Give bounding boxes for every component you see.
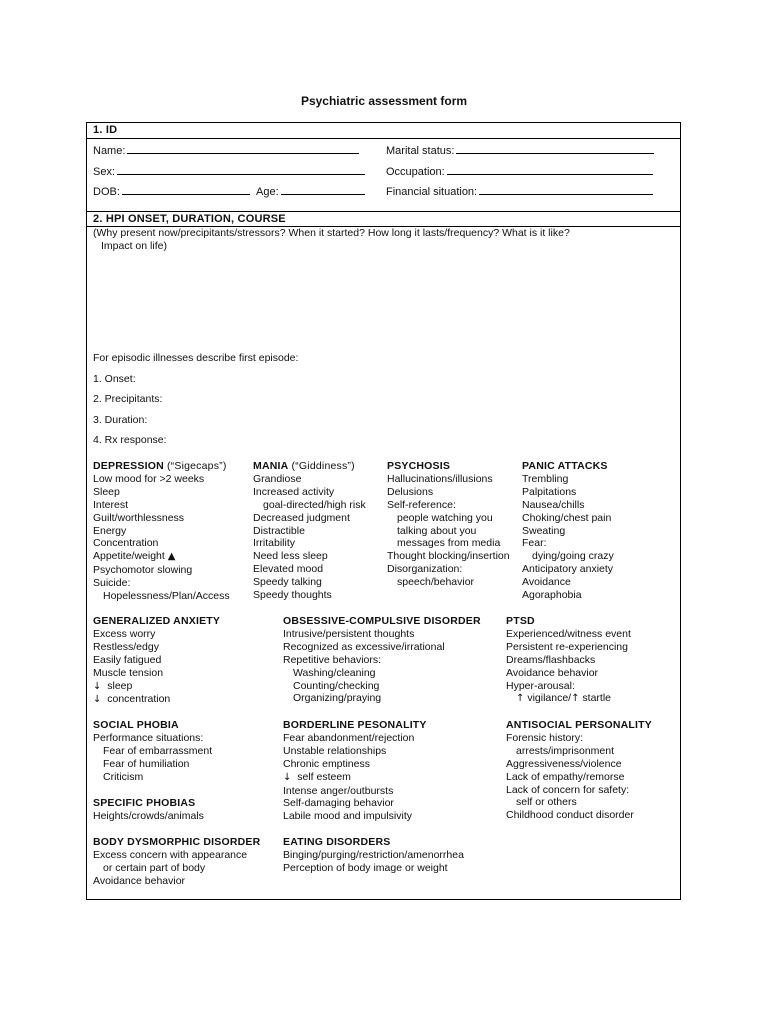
list-item: Forensic history: xyxy=(506,731,584,744)
psychosis-heading: PSYCHOSIS xyxy=(387,460,451,472)
name-field[interactable] xyxy=(93,143,359,157)
episodic-instruction: For episodic illnesses describe first episode: xyxy=(93,352,299,364)
list-item: Irritability xyxy=(253,537,296,550)
arrow-up-icon: ↑ xyxy=(571,693,580,705)
list-item: or certain part of body xyxy=(103,861,206,874)
name-line[interactable] xyxy=(127,143,359,154)
body-dysmorphic-heading: BODY DYSMORPHIC DISORDER xyxy=(93,836,261,848)
depression-block xyxy=(93,460,230,603)
list-item: Need less sleep xyxy=(253,550,328,563)
list-item: Agoraphobia xyxy=(522,589,582,602)
list-item: Fear: xyxy=(522,537,547,550)
list-item: Repetitive behaviors: xyxy=(283,653,382,666)
list-item: Speedy talking xyxy=(253,576,322,589)
ocd-block xyxy=(283,615,481,705)
id-section-heading: 1. ID xyxy=(93,124,118,136)
hpi-prompt-line2: Impact on life) xyxy=(101,240,167,252)
list-item: Labile mood and impulsivity xyxy=(283,810,412,823)
list-item: Trembling xyxy=(522,472,569,485)
age-field[interactable] xyxy=(256,184,365,198)
precipitants-label: 2. Precipitants: xyxy=(93,393,163,405)
list-item: Delusions xyxy=(387,485,434,498)
list-item: arrests/imprisonment xyxy=(516,744,615,757)
divider xyxy=(87,211,680,212)
age-label: Age: xyxy=(256,186,279,198)
list-item: Distractible xyxy=(253,524,305,537)
list-item: Avoidance behavior xyxy=(93,874,186,887)
list-item: Persistent re-experiencing xyxy=(506,640,628,653)
list-item: speech/behavior xyxy=(397,576,475,589)
list-item: Interest xyxy=(93,498,129,511)
list-item: Hopelessness/Plan/Access xyxy=(103,590,230,603)
borderline-personality-heading: BORDERLINE PESONALITY xyxy=(283,719,427,731)
social-phobia-block xyxy=(93,719,212,784)
marital-status-field[interactable] xyxy=(386,143,654,157)
hpi-prompt-line1: (Why present now/precipitants/stressors? When it started? How long it lasts/frequency? What is it like? xyxy=(93,227,570,239)
list-item: Lack of concern for safety: xyxy=(506,783,630,796)
list-item: Excess worry xyxy=(93,627,156,640)
list-item: Restless/edgy xyxy=(93,640,159,653)
name-label: Name: xyxy=(93,145,126,157)
sex-label: Sex: xyxy=(93,166,116,178)
panic-attacks-block xyxy=(522,460,614,602)
body-dysmorphic-block xyxy=(93,836,260,888)
arrow-down-icon: ↓ xyxy=(93,680,102,692)
ptsd-block xyxy=(506,615,631,706)
hpi-section-heading: 2. HPI ONSET, DURATION, COURSE xyxy=(93,213,286,225)
rx-response-label: 4. Rx response: xyxy=(93,434,167,446)
list-item: dying/going crazy xyxy=(532,550,614,563)
arrow-down-icon: ↓ xyxy=(283,771,292,783)
list-item: ↓ concentration xyxy=(93,693,171,706)
dob-field[interactable] xyxy=(93,184,250,198)
list-item: ↓ sleep xyxy=(93,679,133,692)
ocd-heading: OBSESSIVE-COMPULSIVE DISORDER xyxy=(283,615,481,627)
list-item: Intense anger/outbursts xyxy=(283,784,394,797)
mania-block xyxy=(253,460,366,602)
list-item: Chronic emptiness xyxy=(283,757,370,770)
list-item: Self-damaging behavior xyxy=(283,797,394,810)
marital-status-label: Marital status: xyxy=(386,145,455,157)
triangle-up-icon: ▲ xyxy=(167,551,176,563)
list-item: Psychomotor slowing xyxy=(93,564,193,577)
list-item: Excess concern with appearance xyxy=(93,848,248,861)
list-item: Childhood conduct disorder xyxy=(506,809,634,822)
antisocial-personality-block xyxy=(506,719,652,822)
list-item: Self-reference: xyxy=(387,498,456,511)
list-item: Performance situations: xyxy=(93,731,204,744)
ptsd-heading: PTSD xyxy=(506,615,535,627)
list-item: Binging/purging/restriction/amenorrhea xyxy=(283,848,464,861)
list-item: Concentration xyxy=(93,537,159,550)
assessment-form xyxy=(86,122,681,900)
list-item: Anticipatory anxiety xyxy=(522,563,614,576)
list-item: Elevated mood xyxy=(253,563,324,576)
list-item: Palpitations xyxy=(522,485,577,498)
dob-label: DOB: xyxy=(93,186,120,198)
list-item: Dreams/flashbacks xyxy=(506,653,596,666)
list-item: Sleep xyxy=(93,485,120,498)
list-item: Fear of embarrassment xyxy=(103,744,213,757)
list-item: Easily fatigued xyxy=(93,653,162,666)
list-item: Organizing/praying xyxy=(293,692,382,705)
generalized-anxiety-heading: GENERALIZED ANXIETY xyxy=(93,615,221,627)
page-title: Psychiatric assessment form xyxy=(300,94,468,108)
divider xyxy=(87,138,680,139)
dob-line[interactable] xyxy=(122,184,250,195)
financial-situation-field[interactable] xyxy=(386,184,653,198)
list-item: Energy xyxy=(93,524,127,537)
list-item: Counting/checking xyxy=(293,679,380,692)
sex-line[interactable] xyxy=(117,164,365,175)
list-item: Hallucinations/illusions xyxy=(387,472,493,485)
list-item: Perception of body image or weight xyxy=(283,861,448,874)
eating-disorders-block xyxy=(283,836,464,875)
list-item: Speedy thoughts xyxy=(253,589,332,602)
mania-heading: MANIA (“Giddiness”) xyxy=(253,460,355,472)
occupation-label: Occupation: xyxy=(386,166,445,178)
marital-status-line[interactable] xyxy=(456,143,654,154)
list-item: Avoidance xyxy=(522,576,571,589)
age-line[interactable] xyxy=(281,184,365,195)
arrow-down-icon: ↓ xyxy=(93,694,102,706)
arrow-up-icon: ↑ xyxy=(516,693,525,705)
list-item: Lack of empathy/remorse xyxy=(506,770,625,783)
depression-heading: DEPRESSION (“Sigecaps”) xyxy=(93,460,227,472)
specific-phobias-heading: SPECIFIC PHOBIAS xyxy=(93,797,196,809)
list-item: Hyper-arousal: xyxy=(506,679,575,692)
occupation-field[interactable] xyxy=(386,164,653,178)
panic-attacks-heading: PANIC ATTACKS xyxy=(522,460,608,472)
list-item: ↑ vigilance/↑ startle xyxy=(516,692,611,705)
list-item: Recognized as excessive/irrational xyxy=(283,640,445,653)
list-item: Suicide: xyxy=(93,577,131,590)
list-item: Sweating xyxy=(522,524,566,537)
list-item: Unstable relationships xyxy=(283,744,387,757)
borderline-personality-block xyxy=(283,719,427,823)
list-item: Low mood for >2 weeks xyxy=(93,472,205,485)
list-item: self or others xyxy=(516,796,577,809)
list-item: Fear of humiliation xyxy=(103,757,190,770)
list-item: Intrusive/persistent thoughts xyxy=(283,627,415,640)
list-item: ↓ self esteem xyxy=(283,770,351,783)
list-item: Decreased judgment xyxy=(253,511,350,524)
list-item: talking about you xyxy=(397,524,477,537)
financial-situation-label: Financial situation: xyxy=(386,186,478,198)
financial-situation-line[interactable] xyxy=(479,184,653,195)
list-item: Heights/crowds/animals xyxy=(93,809,204,822)
list-item: Grandiose xyxy=(253,472,302,485)
psychosis-block xyxy=(387,460,510,589)
list-item: Washing/cleaning xyxy=(293,666,376,679)
list-item: Muscle tension xyxy=(93,666,164,679)
list-item: Avoidance behavior xyxy=(506,666,599,679)
onset-label: 1. Onset: xyxy=(93,373,136,385)
list-item: Experienced/witness event xyxy=(506,627,631,640)
list-item: Guilt/worthlessness xyxy=(93,511,185,524)
generalized-anxiety-block xyxy=(93,615,220,707)
list-item: Disorganization: xyxy=(387,563,463,576)
list-item: messages from media xyxy=(397,537,501,550)
list-item: Increased activity xyxy=(253,485,335,498)
sex-field[interactable] xyxy=(93,164,365,178)
list-item: Fear abandonment/rejection xyxy=(283,731,415,744)
duration-label: 3. Duration: xyxy=(93,414,148,426)
specific-phobias-block xyxy=(93,797,204,823)
list-item: Aggressiveness/violence xyxy=(506,757,622,770)
antisocial-personality-heading: ANTISOCIAL PERSONALITY xyxy=(506,719,652,731)
occupation-line[interactable] xyxy=(447,164,653,175)
list-item: goal-directed/high risk xyxy=(263,498,366,511)
list-item: Thought blocking/insertion xyxy=(387,550,510,563)
list-item: Choking/chest pain xyxy=(522,511,612,524)
list-item: Nausea/chills xyxy=(522,498,585,511)
social-phobia-heading: SOCIAL PHOBIA xyxy=(93,719,179,731)
list-item: Appetite/weight ▲ xyxy=(93,550,176,563)
list-item: Criticism xyxy=(103,770,144,783)
eating-disorders-heading: EATING DISORDERS xyxy=(283,836,391,848)
list-item: people watching you xyxy=(397,511,493,524)
